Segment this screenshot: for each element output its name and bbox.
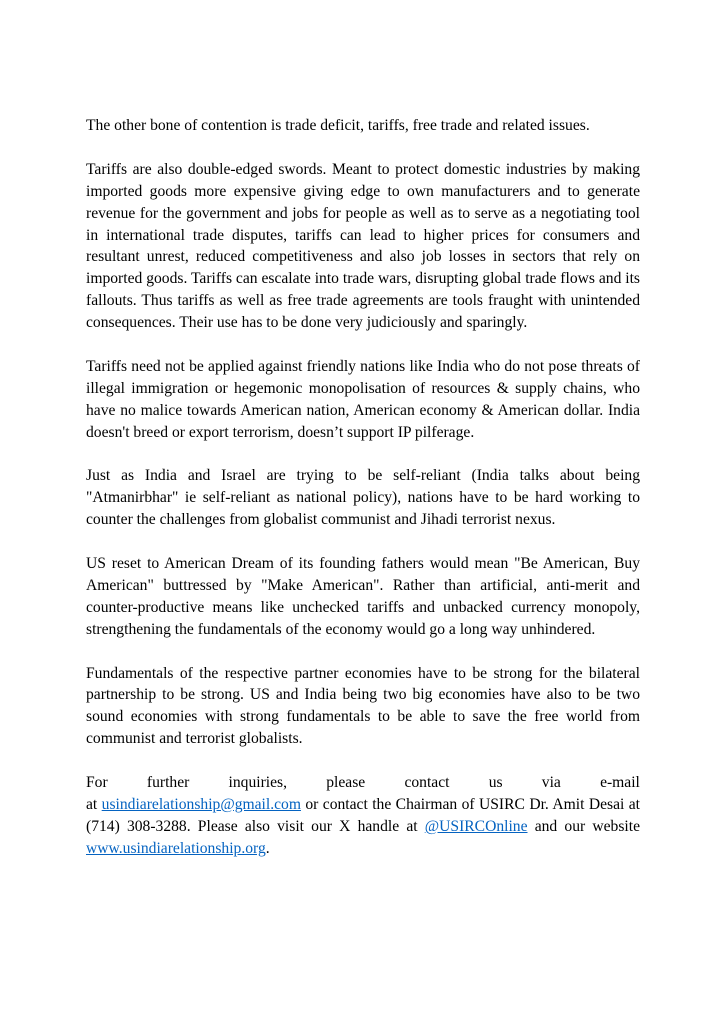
- contact-chairman-text: or contact the Chairman of USIRC Dr. Amit Desai at (714) 308-3288. Please also visit our X handle at: [86, 796, 640, 835]
- document-page: [86, 115, 640, 860]
- end-period: .: [265, 839, 270, 857]
- contact-word: contact: [404, 774, 450, 792]
- contact-word: via: [541, 774, 561, 792]
- x-handle-link[interactable]: @USIRCOnline: [424, 817, 528, 835]
- contact-word: please: [326, 774, 366, 792]
- contact-word: For: [86, 774, 108, 792]
- website-prefix-text: and our website: [527, 817, 640, 835]
- paragraph-tariffs-double-edged: Tariffs are also double-edged swords. Meant to protect domestic industries by making imported goods more expensive giving edge to own manufacturers and to generate revenue for the government and jobs for people as well as to serve as a negotiating tool in international trade disputes, tariffs can lead to higher prices for consumers and resultant unrest, reduced competitiveness and also job losses in sectors that rely on imported goods. Tariffs can escalate into trade wars, disrupting global trade flows and its fallouts. Thus tariffs as well as free trade agreements are tools fraught with unintended consequences. Their use has to be done very judiciously and sparingly.: [86, 160, 640, 332]
- paragraph-self-reliant: Just as India and Israel are trying to be self-reliant (India talks about being "Atmanirbhar" ie self-reliant as national policy), nations have to be hard working to counter the challenges from globalist communist and Jihadi terrorist nexus.: [86, 467, 640, 529]
- website-link[interactable]: www.usindiarelationship.org: [86, 839, 266, 857]
- contact-first-line: [86, 772, 640, 794]
- contact-word: further: [146, 774, 190, 792]
- contact-word: us: [488, 774, 503, 792]
- paragraph-fundamentals: Fundamentals of the respective partner economies have to be strong for the bilateral partnership to be strong. US and India being two big economies have also to be two sound economies with strong fundamentals to be able to save the free world from communist and terrorist globalists.: [86, 664, 640, 748]
- email-link[interactable]: usindiarelationship@gmail.com: [101, 796, 301, 813]
- paragraph-friendly-nations: Tariffs need not be applied against friendly nations like India who do not pose threats of illegal immigration or hegemonic monopolisation of resources & supply chains, who have no malice towards American nation, American economy & American dollar. India doesn't breed or export terrorism, doesn’t support IP pilferage.: [86, 357, 640, 441]
- contact-word: inquiries,: [228, 774, 288, 792]
- contact-word: e-mail: [600, 774, 640, 792]
- paragraph-american-dream: US reset to American Dream of its founding fathers would mean "Be American, Buy American" buttressed by "Make American". Rather than artificial, anti-merit and counter-productive means like unchecked tariffs and unbacked currency monopoly, strengthening the fundamentals of the economy would go a long way unhindered.: [86, 555, 640, 638]
- contact-body: [86, 794, 640, 860]
- paragraph-trade-deficit: The other bone of contention is trade deficit, tariffs, free trade and related issues.: [86, 117, 590, 134]
- at-prefix: at: [86, 796, 102, 813]
- contact-paragraph: [86, 772, 640, 860]
